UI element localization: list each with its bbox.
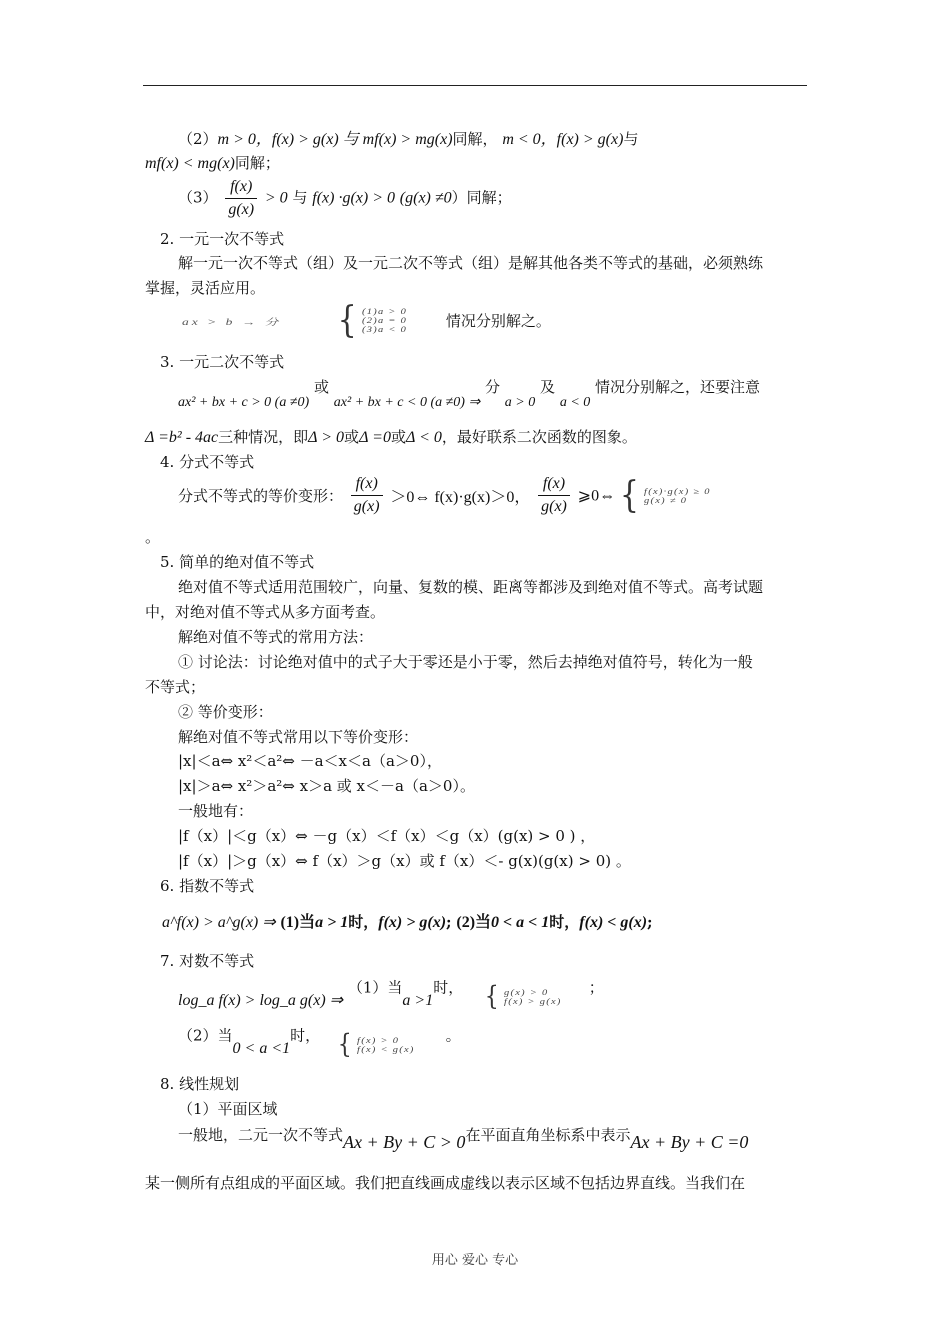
brace: {	[337, 299, 357, 342]
paragraph: 绝对值不等式适用范围较广，向量、复数的模、距离等都涉及到绝对值不等式。高考试题	[178, 578, 764, 596]
text: 在平面直角坐标系中表示	[465, 1126, 631, 1144]
condition-list: g(x) > 0 f(x) > g(x)	[503, 987, 562, 1006]
fraction-inequality-line	[178, 473, 711, 518]
header-rule	[143, 85, 807, 86]
formula-line: |x|＜a⇔ x²＜a²⇔ －a＜x＜a（a＞0），	[178, 752, 442, 770]
brace: {	[619, 474, 639, 517]
item-2-line2	[145, 152, 280, 173]
text: 时，	[348, 913, 379, 931]
paragraph: ② 等价变形：	[178, 703, 273, 721]
paragraph: 解绝对值不等式的常用方法：	[178, 628, 374, 646]
text: 情况分别解之。	[445, 312, 551, 330]
paragraph: ① 讨论法：讨论绝对值中的式子大于零还是小于零，然后去掉绝对值符号，转化为一般	[178, 653, 753, 671]
math-expr: a >1	[402, 991, 434, 1009]
section-3-heading: 3. 一元二次不等式	[160, 353, 285, 371]
paragraph: 解绝对值不等式常用以下等价变形：	[178, 728, 419, 746]
text: 分式不等式的等价变形：	[178, 487, 344, 505]
math-expr: > 0	[264, 189, 288, 207]
text: 或	[390, 428, 406, 446]
text: ;	[647, 913, 653, 931]
section-8-heading: 8. 线性规划	[160, 1075, 240, 1093]
paragraph: 中，对绝对值不等式从多方面考查。	[145, 603, 386, 621]
paragraph: 不等式；	[145, 678, 206, 696]
math-expr: ⩾0⇔	[577, 487, 616, 505]
log-line-1	[178, 976, 604, 1012]
text: ，最好联系二次函数的图象。	[441, 428, 637, 446]
text: 及	[540, 378, 556, 396]
subsection-heading: （1）平面区域	[178, 1100, 278, 1118]
text: （2）当	[178, 1026, 233, 1045]
linear-program-line	[178, 1124, 749, 1152]
text: (1)当	[280, 914, 316, 931]
quadratic-line	[178, 376, 760, 416]
fraction: $\frac{f(x)}{g(x)}$	[225, 176, 257, 221]
discriminant-line	[145, 426, 637, 447]
page-footer: 用心 爱心 专心	[431, 1253, 519, 1268]
text: 或	[313, 378, 329, 396]
math-expr: ax² + bx + c > 0 (a ≠0)	[178, 395, 310, 410]
math-expr: Δ < 0	[405, 429, 442, 446]
fraction: $\frac{f(x)}{g(x)}$	[538, 473, 570, 518]
text: 分	[484, 378, 500, 396]
case-list: (1)a > 0 (2)a = 0 (3)a < 0	[361, 307, 407, 334]
math-expr: a^f(x) > a^g(x) ⇒	[162, 914, 276, 931]
item-number: （3）	[178, 188, 218, 207]
text: ;	[446, 913, 452, 931]
paragraph: 解一元一次不等式（组）及一元二次不等式（组）是解其他各类不等式的基础，必须熟练	[178, 254, 764, 272]
text: 与	[292, 188, 308, 207]
paragraph: 一般地有：	[178, 802, 254, 820]
text: (2)当	[456, 914, 492, 931]
math-expr: m > 0，f(x) > g(x) 与 mf(x) > mg(x)	[217, 131, 453, 148]
formula-line: |f（x）|＞g（x）⇔ f（x）＞g（x）或 f（x）＜- g(x)(g(x) > 0) 。	[178, 852, 631, 870]
section-7-heading: 7. 对数不等式	[160, 952, 255, 970]
brace: {	[337, 1029, 352, 1060]
section-6-heading: 6. 指数不等式	[160, 877, 255, 895]
brace: {	[484, 981, 499, 1012]
math-expr: Δ =0	[359, 429, 391, 446]
text: 同解；	[234, 154, 280, 172]
math-expr: ＞0⇔ f(x)·g(x)＞0，	[390, 489, 531, 506]
item-number: （2）	[178, 130, 218, 148]
math-expr: (g(x) ≠0	[399, 189, 452, 207]
paragraph: 某一侧所有点组成的平面区域。我们把直线画成虚线以表示区域不包括边界直线。当我们在	[145, 1174, 746, 1192]
math-expr: a < 0	[559, 395, 591, 410]
text: 或	[344, 428, 360, 446]
math-expr: a > 0	[504, 395, 536, 410]
formula-line: |x|＞a⇔ x²＞a²⇔ x＞a 或 x＜－a（a＞0）。	[178, 777, 475, 795]
punctuation: 。	[145, 528, 161, 546]
text: 与	[623, 130, 639, 148]
fraction: $\frac{f(x)}{g(x)}$	[351, 473, 383, 518]
text: 。	[445, 1026, 461, 1045]
condition-list: f(x) > 0 f(x) < g(x)	[356, 1035, 415, 1054]
paragraph: 掌握，灵活应用。	[145, 279, 266, 297]
section-4-heading: 4. 分式不等式	[160, 453, 255, 471]
text: 时，	[549, 913, 580, 931]
section-5-heading: 5. 简单的绝对值不等式	[160, 553, 315, 571]
text: ；	[588, 978, 604, 997]
math-expr: Δ > 0	[308, 429, 345, 446]
math-expr: log_a f(x) > log_a g(x) ⇒	[178, 991, 344, 1009]
math-expr: m < 0，f(x) > g(x)	[502, 131, 624, 148]
text: 一般地，二元一次不等式	[178, 1126, 344, 1144]
section-2-heading: 2. 一元一次不等式	[160, 230, 285, 248]
math-expr: Ax + By + C =0	[630, 1132, 749, 1152]
text: 同解，	[452, 130, 498, 148]
exponential-line	[162, 909, 653, 932]
math-expr: ax² + bx + c < 0 (a ≠0) ⇒	[333, 395, 481, 410]
math-expr: mf(x) < mg(x)	[145, 155, 235, 172]
item-2-line1	[178, 126, 638, 149]
math-expr: 0 < a <1	[232, 1039, 291, 1057]
text: ）同解；	[451, 188, 512, 207]
log-line-2	[178, 1024, 461, 1060]
math-expr: Δ =b² - 4ac	[145, 429, 219, 446]
math-expr: a > 1	[315, 914, 349, 931]
math-expr: Ax + By + C > 0	[343, 1132, 466, 1152]
text: （1）当	[347, 978, 403, 997]
math-expr: f(x) ·g(x) > 0	[312, 189, 396, 207]
item-3-line	[178, 176, 512, 221]
formula-line: |f（x）|＜g（x）⇔ －g（x）＜f（x）＜g（x）(g(x) > 0 ) ，	[178, 827, 596, 845]
math-expr: f(x) < g(x)	[579, 914, 648, 931]
text: 时，	[433, 978, 464, 997]
math-expr: f(x) > g(x)	[378, 914, 447, 931]
text: 三种情况，即	[218, 428, 309, 446]
condition-list: f(x)·g(x) ≥ 0 g(x) ≠ 0	[643, 486, 711, 505]
text: 情况分别解之，还要注意	[595, 378, 761, 396]
linear-cases	[182, 299, 551, 342]
math-expr: ax > b → 分	[182, 316, 282, 327]
text: 时，	[290, 1026, 321, 1045]
math-expr: 0 < a < 1	[491, 914, 550, 931]
